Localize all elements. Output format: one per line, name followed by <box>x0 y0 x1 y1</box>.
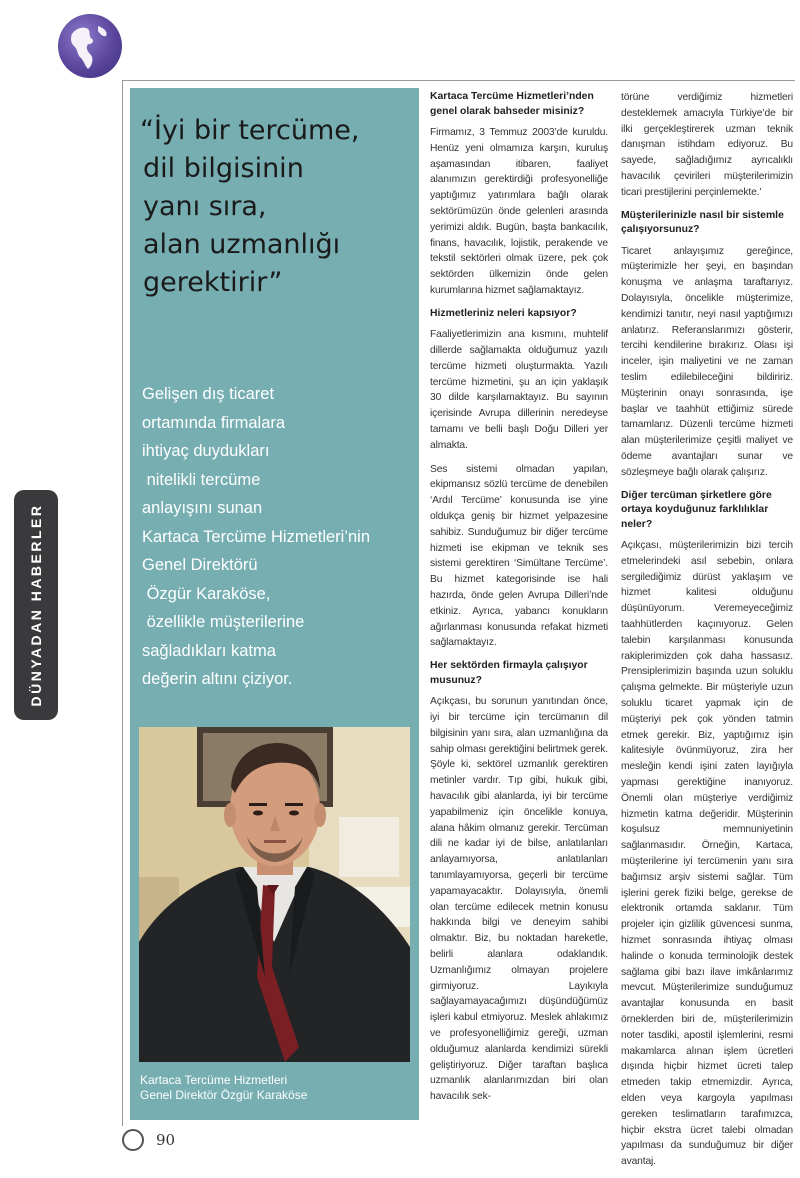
intro-line: ihtiyaç duydukları <box>142 442 270 460</box>
answer-paragraph: törüne verdiğimiz hizmetleri desteklemek amacıyla Türkiye’de bir ilki gerçekleştirerek uzman teknik danışman istihdam ediyoruz. Bu sayede, sağladığımız ayrıcalıklı havacılık çevirileri müşterilerimizin ticari prestijlerini perçinlemekte.’ <box>621 92 793 198</box>
headline-line: dil bilgisinin <box>143 153 304 184</box>
answer-paragraph: Ses sistemi olmadan yapılan, ekipmansız sözlü tercüme de denebilen ‘Ardıl Tercüme’ konusunda ise yine oldukça geniş bir hizmet yelpazesine sahibiz. Sunduğumuz bir diğer tercüme hizmeti ise ekipman ve teknik ses sistemi gerektiren ‘Simültane Tercüme’. Bu hizmet kategorisinde ise hali hazırda, önde gelen Avrupa Dilleri’nde etkiniz. Ayrıca, yabancı konukların ağırlanması konusunda refakat hizmeti sağlamaktayız. <box>430 463 608 649</box>
photo-caption <box>140 1073 415 1103</box>
answer-paragraph: Ticaret anlayışımız gereğince, müşterimizle her şeyi, en başından konuşma ve anlaşma taraftarıyız. Dolayısıyla, öncelikle müşterimize, kendimizi tanıtır, neyi nasıl yaptığımızı anlatırız. Referanslarımızı gösterir, tercihi kendilerine bırakırız. Olası işi inceler, işin maliyetini ve ne zaman teslim edilebileceğini bildiririz. Müşterinin onayı sonrasında, işe başlar ve taahhüt ettiğimiz sürede tamamlarız. Düzenli tercüme hizmeti alan müşterilerimize çeşitli maliyet ve ödeme avantajları sunar ve sözleşmeye bağlı olarak çalışırız. <box>621 245 793 478</box>
intro-line: Gelişen dış ticaret <box>142 385 275 403</box>
answer-paragraph: Firmamız, 3 Temmuz 2003’de kuruldu. Henüz yeni olmamıza karşın, kuruluş aşamasından itibaren, faaliyet alanımızın gerektirdiği profesyonelliğe yaptığımız yatırımlara bağlı olarak sektörümüzün önde gelenleri arasında yerimizi aldık. Bugün, başta bankacılık, finans, havacılık, lojistik, perakende ve tekstil sektörleri olmak üzere, pek çok sektörden ülkemizin önde gelen kurumlarına hizmet sağlamaktayız. <box>430 127 608 296</box>
intro-line: ortamında firmalara <box>142 413 286 432</box>
intro-line: sağladıkları katma <box>142 641 276 660</box>
question-heading: Müşterilerinizle nasıl bir sistemle çalışıyorsunuz? <box>621 209 784 236</box>
intro-line: özellikle müşterilerine <box>142 613 305 631</box>
headline-line: yanı sıra, <box>143 191 267 222</box>
article-column-1 <box>430 90 608 1113</box>
question-heading: Diğer tercüman şirketlere göre ortaya koyduğunuz farklılıklar neler? <box>621 489 772 530</box>
intro-line: Kartaca Tercüme Hizmetleri’nin <box>142 527 371 546</box>
headline-line: “İyi bir tercüme, <box>140 115 360 146</box>
answer-paragraph: Faaliyetlerimizin ana kısmını, muhtelif dillerde sağlamakta olduğumuz yazılı tercüme hizmeti oluşturmakta. Yazılı tercüme hizmetini, şu an için yaklaşık 30 dilde karşılamaktayız. Bu sayının içerisinde Avrupa dillerinin neredeyse tamamı ve belli başlı Doğu Dilleri yer almakta. <box>430 329 608 451</box>
question-heading: Kartaca Tercüme Hizmetleri’nden genel olarak bahseder misiniz? <box>430 91 594 117</box>
headline-quote <box>140 112 415 302</box>
intro-line: Özgür Karaköse, <box>142 584 271 603</box>
headline-line: gerektirir” <box>143 267 283 298</box>
magazine-logo-icon <box>122 1129 144 1151</box>
answer-paragraph: Açıkçası, bu sorunun yanıtından önce, iyi bir tercüme için tercümanın dil bilgisinin yanı sıra, alan uzmanlığına da sahip olması gerektiğini belirtmek gerek. Şöyle ki, sektörel uzmanlık gerektiren metinler vardır. Tıp gibi, hukuk gibi, havacılık gibi alanlarda, iyi bir tercüme yapabilmeniz için öncelikle konuya, alana hâkim olmanız gerekir. Tercüman dili ne kadar iyi de bilse, anlatılanları anlayamıyorsa, anlatılanları tanımlayamıyorsa, geçerli bir tercüme yapamayacaktır. Dolayısıyla, önemli olan tercüme edilecek metnin konusu hakkında bilgi ve deneyim sahibi olmaktır. Biz, bu noktadan hareketle, belirli alanlara odaklandık. Uzmanlığımız olmayan projelere girmiyoruz. Layıkıyla sağlayamayacağımızı düşündüğümüz işleri kabul etmiyoruz. Meslek ahlakımız ve profesyonelliğimiz gereği, uzman olduğumuz alanlarda kendimizi sürekli geliştiriyoruz. Diğer taraftan başlıca uzmanlık alanlarımızdan biri olan havacılık sek- <box>430 696 608 1103</box>
intro-line: anlayışını sunan <box>142 499 263 517</box>
portrait-illustration <box>139 727 410 1062</box>
section-tab <box>14 490 58 720</box>
intro-text <box>142 380 414 694</box>
article-column-2 <box>621 90 793 1178</box>
headline-line: alan uzmanlığı <box>143 229 341 260</box>
answer-paragraph: Açıkçası, müşterilerimizin bizi tercih etmelerindeki asıl sebebin, onlara sergilediğimiz dürüst yaklaşım ve hizmet kalitesi olduğunu düşünüyorum. Veremeyeceğimiz taahhütlerden kaçınıyoruz. Gelen talebin karşılanması konusunda rakiplerimizden çok daha hassasız. Prensiplerimizin başında uzun soluklu çalışma gelmekte. Bir müşteriyle uzun soluklu ticaret yapmak için de müşteriyi pek çok yönden tatmin etmek gerekir. Biz, yaptığımız işin kalitesiyle övünmüyoruz, zira her mesleğin kendi işini zaten layığıyla yapması gerektiğine inanıyoruz. Önemli olan müşteriye verdiğimiz hizmetin katma değeridir. Müşterinin koşulsuz memnuniyetinin sağlanmasıdır. Örneğin, Kartaca, müşterilerine iyi tercümenin yanı sıra bağımsız arşiv sistemi sağlar. Tüm işlerini gerek fiziki belge, gerekse de elektronik ortamda saklanır. Tüm projeler için gizlilik güvencesi sunma, hizmet sonrasında ihtiyaç olması halinde o konuda terminolojik destek sağlama gibi bazı ilave imkânlarımız mevcut. Müşterilerimize sunduğumuz avantajlar konusunda en basit örneklerden biri de, müşterilerimizin noter tasdiki, apostil işlemlerini, resmi makamlarca alınan işlem ücretleri dışında hiçbir hizmet ücreti talep etmeden takip etmemizdir. Ayrıca, elden veya kargoyla yapılması gereken teslimatların tarafımızca, hiçbir ekstra ücret talebi olmadan yapılması da sunduğumuz bir diğer avantaj. <box>621 540 793 1168</box>
caption-line: Genel Direktör Özgür Karaköse <box>140 1088 308 1102</box>
globe-icon <box>58 14 122 78</box>
section-tab-label: DÜNYADAN HABERLER <box>28 503 44 707</box>
question-heading: Her sektörden firmayla çalışıyor musunuz? <box>430 660 588 686</box>
intro-line: nitelikli tercüme <box>142 470 261 489</box>
page-number: 90 <box>156 1131 176 1149</box>
globe-continents <box>58 14 122 78</box>
question-heading: Hizmetleriniz neleri kapsıyor? <box>430 307 577 319</box>
intro-line: Genel Direktörü <box>142 556 258 574</box>
portrait-photo <box>139 727 410 1062</box>
caption-line: Kartaca Tercüme Hizmetleri <box>140 1073 288 1087</box>
intro-line: değerin altını çiziyor. <box>142 670 293 688</box>
